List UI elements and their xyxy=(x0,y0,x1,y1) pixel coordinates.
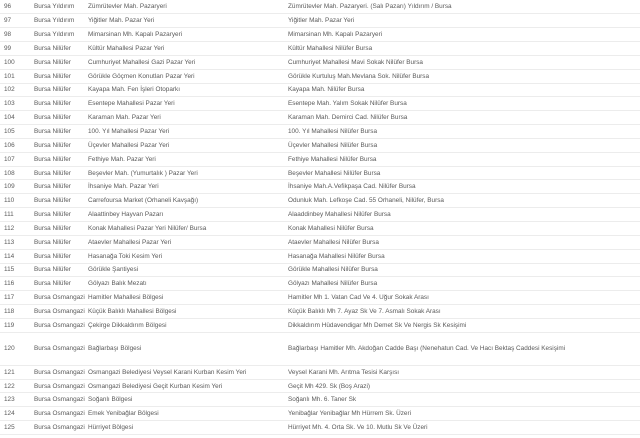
place-name-cell: Fethiye Mah. Pazar Yeri xyxy=(88,155,156,163)
table-row xyxy=(0,263,640,277)
place-name-cell: Bağlarbaşı Bölgesi xyxy=(88,345,142,353)
table-row xyxy=(0,166,640,180)
address-cell: Soğanlı Mh. 6. Taner Sk xyxy=(288,396,357,404)
table-row xyxy=(0,111,640,125)
row-number-cell: 119 xyxy=(4,321,15,329)
row-number-cell: 115 xyxy=(4,266,15,274)
district-cell: Bursa Nilüfer xyxy=(34,86,71,94)
place-name-cell: İhsaniye Mah. Pazar Yeri xyxy=(88,183,159,191)
table-row xyxy=(0,69,640,83)
district-cell: Bursa Nilüfer xyxy=(34,252,71,260)
row-number-cell: 110 xyxy=(4,197,15,205)
place-name-cell: Osmangazi Belediyesi Geçit Kurban Kesim Yeri xyxy=(88,382,223,390)
place-name-cell: Görükle Şantiyesi xyxy=(88,266,139,274)
district-cell: Bursa Nilüfer xyxy=(34,100,71,108)
row-number-cell: 105 xyxy=(4,128,15,136)
table-row xyxy=(0,277,640,291)
row-number-cell: 122 xyxy=(4,382,15,390)
table-row xyxy=(0,55,640,69)
district-cell: Bursa Nilüfer xyxy=(34,224,71,232)
place-name-cell: Esentepe Mahallesi Pazar Yeri xyxy=(88,100,175,108)
address-cell: Veysel Karani Mh. Arıtma Tesisi Karşısı xyxy=(288,368,400,376)
district-cell: Bursa Osmangazi xyxy=(34,424,85,432)
place-name-cell: Çekirge Dikkaldırım Bölgesi xyxy=(88,321,167,329)
address-cell: 100. Yıl Mahallesi Nilüfer Bursa xyxy=(288,128,378,136)
district-cell: Bursa Osmangazi xyxy=(34,396,85,404)
address-cell: Görükle Mahallesi Nilüfer Bursa xyxy=(288,266,378,274)
address-cell: Hamitler Mh 1. Vatan Cad Ve 4. Uğur Sokak Arası xyxy=(288,294,429,302)
table-row xyxy=(0,291,640,305)
place-name-cell: Carrefoursa Market (Orhaneli Kavşağı) xyxy=(88,197,199,205)
address-cell: Zümrütevler Mah. Pazaryeri. (Salı Pazarı) Yıldırım / Bursa xyxy=(288,3,452,11)
row-number-cell: 97 xyxy=(4,17,12,25)
table-row xyxy=(0,318,640,332)
table-row xyxy=(0,393,640,407)
address-cell: Küçük Balıklı Mh 7. Ayaz Sk Ve 7. Asmalı Sokak Arası xyxy=(288,307,441,315)
row-number-cell: 103 xyxy=(4,100,15,108)
address-cell: Fethiye Mahallesi Nilüfer Bursa xyxy=(288,155,377,163)
table-row xyxy=(0,332,640,365)
district-cell: Bursa Osmangazi xyxy=(34,410,85,418)
address-cell: Dikkaldırım Hüdavendigar Mh Demet Sk Ve Nergis Sk Kesişimi xyxy=(288,321,467,329)
district-cell: Bursa Nilüfer xyxy=(34,266,71,274)
place-name-cell: Kültür Mahallesi Pazar Yeri xyxy=(88,44,165,52)
address-cell: İhsaniye Mah.A.Vefikpaşa Cad. Nilüfer Bursa xyxy=(288,183,416,191)
row-number-cell: 120 xyxy=(4,345,15,353)
address-cell: Görükle Kurtuluş Mah.Mevlana Sok. Nilüfer Bursa xyxy=(288,72,430,80)
row-number-cell: 121 xyxy=(4,368,15,376)
district-cell: Bursa Osmangazi xyxy=(34,321,85,329)
district-cell: Bursa Yıldırım xyxy=(34,17,75,25)
district-cell: Bursa Nilüfer xyxy=(34,155,71,163)
district-cell: Bursa Nilüfer xyxy=(34,44,71,52)
address-cell: Odunluk Mah. Lefkoşe Cad. 55 Orhaneli, Nilüfer, Bursa xyxy=(288,197,444,205)
district-cell: Bursa Nilüfer xyxy=(34,197,71,205)
place-name-cell: Alaattinbey Hayvan Pazarı xyxy=(88,211,164,219)
district-cell: Bursa Nilüfer xyxy=(34,128,71,136)
district-cell: Bursa Osmangazi xyxy=(34,382,85,390)
table-row xyxy=(0,97,640,111)
table-row xyxy=(0,208,640,222)
row-number-cell: 114 xyxy=(4,252,15,260)
address-cell: Cumhuriyet Mahallesi Mavi Sokak Nilüfer Bursa xyxy=(288,58,423,66)
row-number-cell: 113 xyxy=(4,238,15,246)
row-number-cell: 99 xyxy=(4,44,12,52)
row-number-cell: 124 xyxy=(4,410,15,418)
address-cell: Mimarsinan Mh. Kapalı Pazaryeri xyxy=(288,31,383,39)
table-row xyxy=(0,365,640,379)
row-number-cell: 104 xyxy=(4,114,15,122)
district-cell: Bursa Osmangazi xyxy=(34,294,85,302)
place-name-cell: Cumhuriyet Mahallesi Gazi Pazar Yeri xyxy=(88,58,196,66)
table-row xyxy=(0,125,640,139)
address-cell: Yenibağlar Yenibağlar Mh Hürrem Sk. Üzeri xyxy=(288,410,412,418)
place-name-cell: Osmangazi Belediyesi Veysel Karani Kurban Kesim Yeri xyxy=(88,368,247,376)
table-row xyxy=(0,138,640,152)
table-row xyxy=(0,222,640,236)
district-cell: Bursa Osmangazi xyxy=(34,368,85,376)
district-cell: Bursa Nilüfer xyxy=(34,211,71,219)
place-name-cell: Zümrütevler Mah. Pazaryeri xyxy=(88,3,167,11)
row-number-cell: 116 xyxy=(4,280,15,288)
table-row xyxy=(0,14,640,28)
place-name-cell: Karaman Mah. Pazar Yeri xyxy=(88,114,161,122)
table-row xyxy=(0,28,640,42)
table-row xyxy=(0,235,640,249)
address-cell: Karaman Mah. Demirci Cad. Nilüfer Bursa xyxy=(288,114,408,122)
address-cell: Alaaddinbey Mahallesi Nilüfer Bursa xyxy=(288,211,391,219)
place-name-cell: Hürriyet Bölgesi xyxy=(88,424,134,432)
address-cell: Konak Mahallesi Nilüfer Bursa xyxy=(288,224,374,232)
row-number-cell: 98 xyxy=(4,31,12,39)
district-cell: Bursa Osmangazi xyxy=(34,345,85,353)
place-name-cell: Beşevler Mah. (Yumurtalık ) Pazar Yeri xyxy=(88,169,198,177)
district-cell: Bursa Yıldırım xyxy=(34,3,75,11)
row-number-cell: 125 xyxy=(4,424,15,432)
row-number-cell: 118 xyxy=(4,307,15,315)
row-number-cell: 111 xyxy=(4,211,14,219)
district-cell: Bursa Yıldırım xyxy=(34,31,75,39)
table-row xyxy=(0,0,640,14)
address-cell: Bağlarbaşı Hamitler Mh. Akdoğan Cadde Başı (Nenehatun Cad. Ve Hacı Bektaş Caddesi Kesişimi xyxy=(288,345,566,353)
place-name-cell: Gölyazı Balık Mezatı xyxy=(88,280,147,288)
address-cell: Geçit Mh 429. Sk (Boş Arazi) xyxy=(288,382,371,390)
address-cell: Kayapa Mah. Nilüfer Bursa xyxy=(288,86,365,94)
row-number-cell: 100 xyxy=(4,58,15,66)
district-cell: Bursa Nilüfer xyxy=(34,238,71,246)
row-number-cell: 123 xyxy=(4,396,15,404)
address-cell: Gölyazı Mahallesi Nilüfer Bursa xyxy=(288,280,378,288)
place-name-cell: Hamitler Mahallesi Bölgesi xyxy=(88,294,164,302)
address-cell: Yiğitler Mah. Pazar Yeri xyxy=(288,17,355,25)
table-row xyxy=(0,42,640,56)
row-number-cell: 106 xyxy=(4,141,15,149)
district-cell: Bursa Nilüfer xyxy=(34,169,71,177)
table-row xyxy=(0,249,640,263)
district-cell: Bursa Nilüfer xyxy=(34,58,71,66)
place-name-cell: Yiğitler Mah. Pazar Yeri xyxy=(88,17,155,25)
district-cell: Bursa Nilüfer xyxy=(34,183,71,191)
row-number-cell: 112 xyxy=(4,224,15,232)
address-cell: Esentepe Mah. Yalım Sokak Nilüfer Bursa xyxy=(288,100,407,108)
place-name-cell: 100. Yıl Mahallesi Pazar Yeri xyxy=(88,128,170,136)
row-number-cell: 108 xyxy=(4,169,15,177)
place-name-cell: Üçevler Mahallesi Pazar Yeri xyxy=(88,141,170,149)
place-name-cell: Ataevler Mahallesi Pazar Yeri xyxy=(88,238,172,246)
place-name-cell: Görükle Göçmen Konutları Pazar Yeri xyxy=(88,72,195,80)
table-row xyxy=(0,194,640,208)
place-name-cell: Hasanağa Toki Kesim Yeri xyxy=(88,252,163,260)
row-number-cell: 102 xyxy=(4,86,15,94)
address-cell: Beşevler Mahallesi Nilüfer Bursa xyxy=(288,169,381,177)
district-cell: Bursa Nilüfer xyxy=(34,141,71,149)
place-name-cell: Soğanlı Bölgesi xyxy=(88,396,133,404)
place-name-cell: Küçük Balıklı Mahallesi Bölgesi xyxy=(88,307,177,315)
table-row xyxy=(0,379,640,393)
table-row xyxy=(0,421,640,435)
table-row xyxy=(0,152,640,166)
address-cell: Kültür Mahallesi Nilüfer Bursa xyxy=(288,44,373,52)
district-cell: Bursa Osmangazi xyxy=(34,307,85,315)
table-row xyxy=(0,83,640,97)
address-cell: Hürriyet Mh. 4. Orta Sk. Ve 10. Mutlu Sk Ve Üzeri xyxy=(288,424,428,432)
table-row xyxy=(0,407,640,421)
place-name-cell: Kayapa Mah. Fen İşleri Otoparkı xyxy=(88,86,180,94)
district-cell: Bursa Nilüfer xyxy=(34,280,71,288)
address-cell: Hasanağa Mahallesi Nilüfer Bursa xyxy=(288,252,385,260)
row-number-cell: 101 xyxy=(4,72,15,80)
address-cell: Üçevler Mahallesi Nilüfer Bursa xyxy=(288,141,378,149)
address-cell: Ataevler Mahallesi Nilüfer Bursa xyxy=(288,238,379,246)
row-number-cell: 109 xyxy=(4,183,15,191)
place-name-cell: Konak Mahallesi Pazar Yeri Nilüfer/ Bursa xyxy=(88,224,207,232)
row-number-cell: 117 xyxy=(4,294,15,302)
table-row xyxy=(0,180,640,194)
table-row xyxy=(0,305,640,319)
district-cell: Bursa Nilüfer xyxy=(34,114,71,122)
district-cell: Bursa Nilüfer xyxy=(34,72,71,80)
place-name-cell: Emek Yenibağlar Bölgesi xyxy=(88,410,159,418)
place-name-cell: Mimarsinan Mh. Kapalı Pazaryeri xyxy=(88,31,183,39)
row-number-cell: 107 xyxy=(4,155,15,163)
row-number-cell: 96 xyxy=(4,3,12,11)
